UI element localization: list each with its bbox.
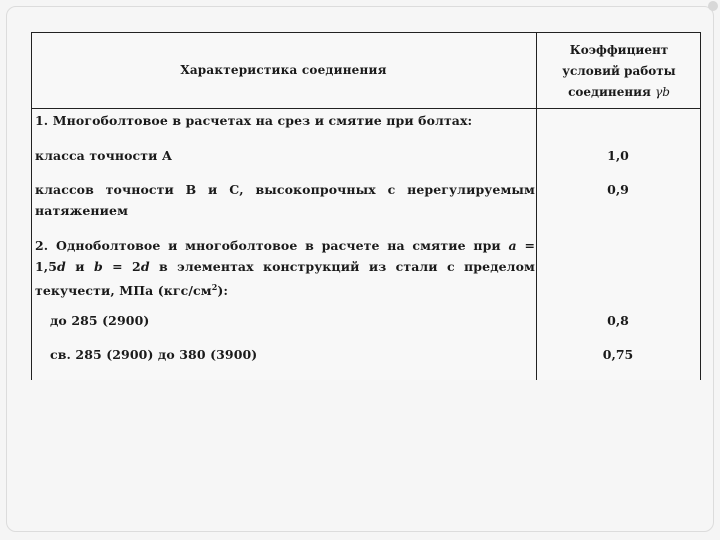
- class-bc-value: 0,9: [607, 182, 629, 197]
- header-characteristic-label: Характеристика соединения: [180, 63, 387, 77]
- decorative-dot: [708, 1, 718, 11]
- header-coefficient-line3: соединения γb: [568, 84, 670, 99]
- class-a-value: 1,0: [607, 148, 629, 163]
- range-1-value: 0,8: [607, 313, 629, 328]
- class-a-label: класса точности А: [35, 148, 173, 163]
- header-coefficient: [537, 34, 701, 108]
- header-coefficient-line2: условий работы: [562, 63, 676, 78]
- gamma-symbol: γb: [655, 84, 670, 99]
- range-1-label: до 285 (2900): [50, 313, 150, 328]
- header-characteristic: [31, 32, 536, 108]
- range-2-value: 0,75: [602, 347, 634, 362]
- range-2-label: св. 285 (2900) до 380 (3900): [50, 347, 258, 362]
- section-2-title: 2. Одноболтовое и многоболтовое в расчете на смятие при a = 1,5d и b = 2d в элементах конструкций из стали с пределом текучести, МПа $(кгс/см^2)$:: [35, 238, 536, 299]
- header-coefficient-line1: Коэффициент: [569, 42, 669, 57]
- header-separator: [31, 108, 701, 109]
- section-1-title: 1. Многоболтовое в расчетах на срез и смятие при болтах:: [35, 113, 473, 128]
- class-bc-label: классов точности В и С, высокопрочных с нерегулируемым натяжением: [35, 182, 535, 218]
